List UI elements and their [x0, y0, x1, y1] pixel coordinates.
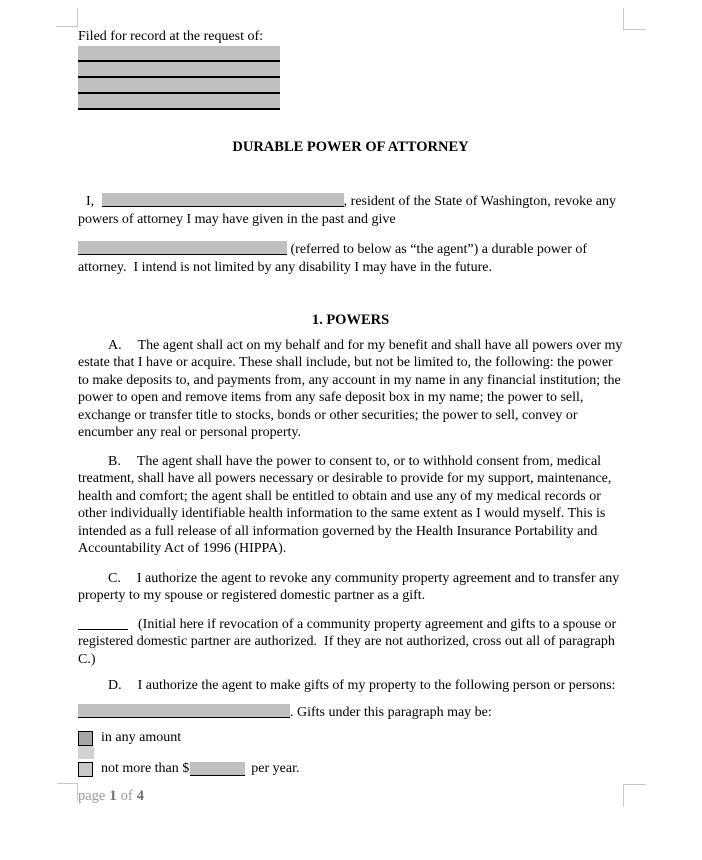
margin-crop-mark-bottom-left — [57, 783, 78, 801]
filed-blank-line-1[interactable] — [78, 46, 280, 62]
principal-prefix: I, — [86, 194, 95, 209]
paragraph-d-text: I authorize the agent to make gifts of my property to the following person or persons: — [137, 678, 616, 693]
filed-blank-line-2[interactable] — [78, 62, 280, 78]
footer-page-total: 4 — [136, 788, 144, 804]
footer-page-number: 1 — [109, 788, 117, 804]
filed-blank-line-4[interactable] — [78, 94, 280, 110]
paragraph-b-text: The agent shall have the power to consent to, or to withhold consent from, medical treatment, shall have all powers necessary or desirable to provide for my support, maintenance, health and comfort; the agent shall be entitled to obtain and use any of my medical records or other individually identifiable health information to the same extent as I would myself. This is intended as a full release of all information governed by the Health Insurance Portability and Accountability Act of 1996 (HIPPA). — [78, 453, 612, 556]
paragraph-d-letter: D. — [108, 678, 122, 693]
paragraph-c — [78, 570, 623, 605]
checkbox-in-any-amount[interactable] — [78, 731, 93, 746]
checkbox-row-amount-limit — [78, 760, 623, 778]
initial-here-paragraph — [78, 616, 623, 669]
footer-of-word: of — [120, 788, 133, 804]
document-body — [78, 28, 623, 778]
paragraph-c-text: I authorize the agent to revoke any community property agreement and to transfer any property to my spouse or registered domestic partner as a gift. — [78, 570, 620, 603]
dollar-amount-blank[interactable] — [190, 762, 245, 776]
paragraph-b-letter: B. — [108, 453, 121, 469]
initial-here-text: (Initial here if revocation of a community property agreement and gifts to a spouse or registered domestic partner are authorized. If they are not authorized, cross out all of paragraph C.) — [78, 616, 617, 667]
margin-crop-mark-top-right — [623, 8, 646, 30]
agent-paragraph — [78, 241, 623, 276]
principal-name-blank[interactable] — [102, 193, 344, 207]
principal-text: , resident of the State of Washington, revoke any powers of attorney I may have given in the past and give — [78, 194, 616, 227]
paragraph-c-letter: C. — [108, 570, 121, 586]
agent-text: (referred to below as “the agent”) a durable power of attorney. I intend is not limited by any disability I may have in the future. — [78, 242, 588, 275]
document-title: DURABLE POWER OF ATTORNEY — [232, 138, 469, 155]
paragraph-d — [78, 677, 623, 695]
gifts-text: . Gifts under this paragraph may be: — [290, 704, 492, 720]
filed-for-record-blank-group — [78, 46, 623, 110]
initials-blank[interactable] — [78, 617, 128, 630]
agent-name-blank[interactable] — [78, 241, 287, 255]
checkbox-field-shading — [78, 746, 94, 759]
principal-paragraph — [78, 193, 623, 228]
paragraph-a — [78, 337, 623, 442]
powers-section-heading: 1. POWERS — [311, 312, 390, 328]
paragraph-a-text: The agent shall act on my behalf and for my benefit and shall have all powers over my estate that I have or acquire. These shall include, but not be limited to, the following: the power to make deposits to, and payments from, any account in my name in any financial institution; the power to open and remove items from any safe deposit box in my name; the power to sell, exchange or transfer title to stocks, bonds or other securities; the power to sell, convey or encumber any real or personal property. — [78, 337, 623, 440]
margin-crop-mark-top-left — [56, 8, 78, 27]
gift-recipients-paragraph — [78, 704, 623, 722]
checkbox-row-any-amount — [78, 729, 623, 747]
checkbox-limit-label-after: per year. — [251, 761, 300, 777]
gift-recipients-blank[interactable] — [78, 704, 290, 718]
filed-blank-line-3[interactable] — [78, 78, 280, 94]
filed-for-record-label: Filed for record at the request of: — [78, 29, 264, 44]
paragraph-a-letter: A. — [108, 337, 122, 353]
checkbox-not-more-than[interactable] — [78, 762, 93, 777]
paragraph-b — [78, 453, 623, 558]
margin-crop-mark-bottom-right — [623, 784, 646, 806]
page-footer — [78, 788, 148, 806]
checkbox-any-amount-label: in any amount — [101, 730, 182, 746]
checkbox-limit-label-before: not more than $ — [101, 761, 190, 777]
footer-page-word: page — [78, 788, 106, 804]
